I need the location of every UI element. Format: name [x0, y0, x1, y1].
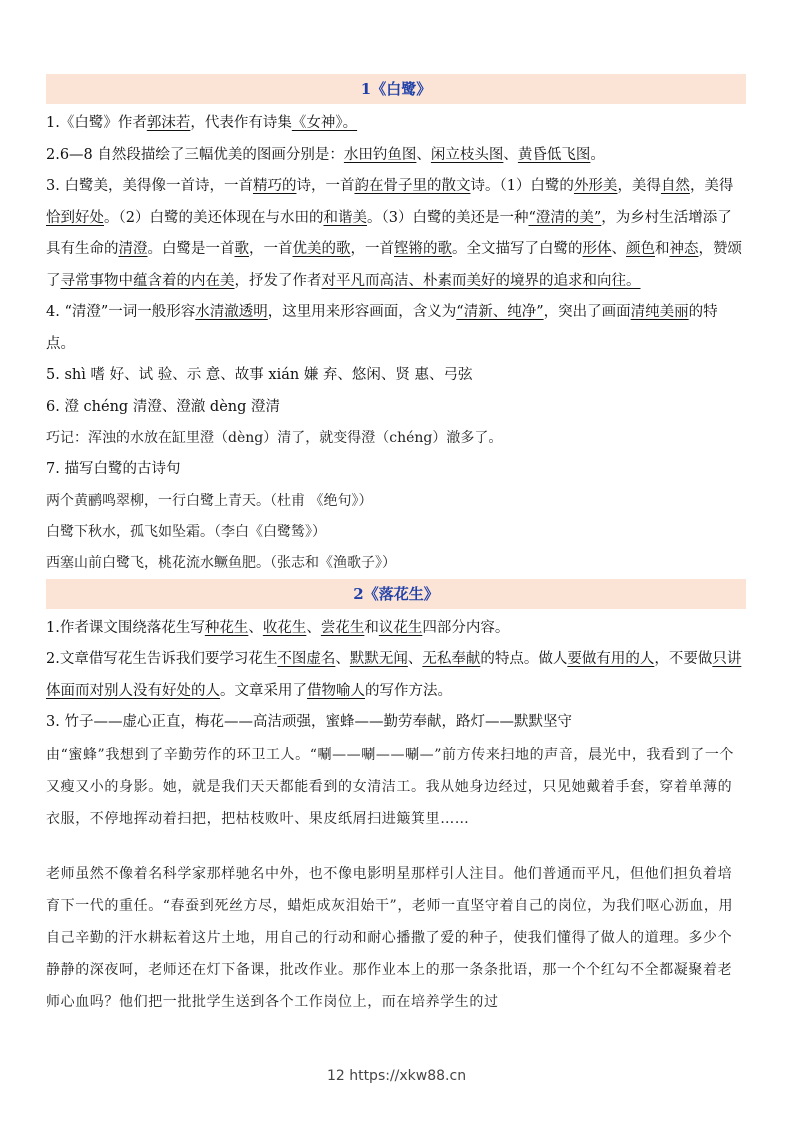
item-6-pronunciation: 6. 澄 chéng 清澄、澄澈 dèng 澄清 [46, 398, 281, 415]
page-footer: 12 https://xkw88.cn [326, 1068, 467, 1084]
memory-tip: 巧记：浑浊的水放在缸里澄（dèng）清了，就变得澄（chéng）澈多了。 [46, 430, 503, 446]
document-page [46, 74, 746, 1018]
item-3: 3. 白鹭美，美得像一首诗，一首精巧的诗，一首韵在骨子里的散文诗。（1）白鹭的外形美，美得自然，美得恰到好处。（2）白鹭的美还体现在与水田的和谐美。（3）白鹭的美还是一种“澄清的美”，为乡村生活增添了具有生命的清澄。白鹭是一首歌，一首优美的歌，一首铿锵的歌。全文描写了白鹭的形体、颜色和神态，赞颂了寻常事物中蕴含着的内在美，抒发了作者对平凡而高洁、朴素而美好的境界的追求和向往。 [46, 178, 742, 289]
section-title-bailu: 1《白鹭》 [46, 74, 746, 104]
section-title-luohuasheng: 2《落花生》 [46, 579, 746, 609]
item-2: 2.6—8 自然段描绘了三幅优美的图画分别是：水田钓鱼图、闲立枝头图、黄昏低飞图。 [46, 146, 605, 163]
item-1: 1.《白鹭》作者郭沫若，代表作有诗集《女神》。 [46, 115, 358, 131]
poem-line-1: 两个黄鹂鸣翠柳，一行白鹭上青天。（杜甫 《绝句》） [46, 492, 373, 509]
example-paragraph-1: 由“蜜蜂”我想到了辛勤劳作的环卫工人。“唰——唰——唰—”前方传来扫地的声音，晨光中，我看到了一个又瘦又小的身影。她，就是我们天天都能看到的女清洁工。我从她身边经过，只见她戴着手套，穿着单薄的衣服，不停地挥动着扫把，把枯枝败叶、果皮纸屑扫进簸箕里…… [46, 746, 735, 827]
item-2-3: 3. 竹子——虚心正直，梅花——高洁顽强，蜜蜂——勤劳奉献，路灯——默默坚守 [46, 714, 572, 730]
poem-line-2: 白鹭下秋水，孤飞如坠霜。（李白《白鹭鸶》） [46, 523, 326, 540]
item-5-pronunciation: 5. shì 嗜 好、试 验、示 意、故事 xián 嫌 弃、悠闲、贤 惠、弓弦 [46, 367, 473, 383]
item-4: 4. “清澄”一词一般形容水清澈透明，这里用来形容画面，含义为“清新、纯净”，突出了画面清纯美丽的特点。 [46, 304, 718, 352]
example-paragraph-2: 老师虽然不像着名科学家那样驰名中外，也不像电影明星那样引人注目。他们普通而平凡，但他们担负着培育下一代的重任。“春蚕到死丝方尽，蜡炬成灰泪始干”，老师一直坚守着自己的岗位，为我们呕心沥血，用自己辛勤的汗水耕耘着这片土地，用自己的行动和耐心播撒了爱的种子，使我们懂得了做人的道理。多少个静静的深夜呵，老师还在灯下备课，批改作业。那作业本上的那一条条批语，那一个个红勾不全都凝聚着老师心血吗？他们把一批批学生送到各个工作岗位上，而在培养学生的过 [46, 865, 734, 1010]
item-7-heading: 7. 描写白鹭的古诗句 [46, 461, 181, 477]
poem-line-3: 西塞山前白鹭飞，桃花流水鳜鱼肥。（张志和《渔歌子》） [46, 554, 396, 571]
item-2-1: 1.作者课文围绕落花生写种花生、收花生、尝花生和议花生四部分内容。 [46, 619, 510, 636]
item-2-2: 2.文章借写花生告诉我们要学习花生不图虚名、默默无闻、无私奉献的特点。做人要做有用的人，不要做只讲体面而对别人没有好处的人。文章采用了借物喻人的写作方法。 [46, 651, 742, 699]
